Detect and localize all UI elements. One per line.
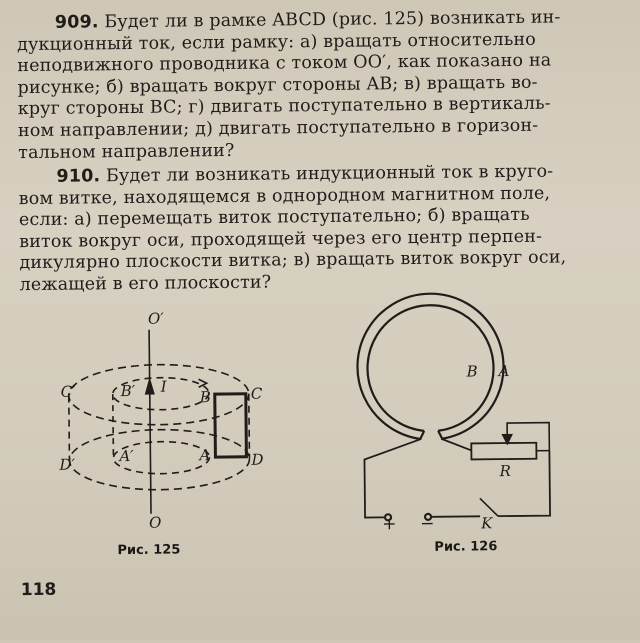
label-D-prime: D′ bbox=[59, 455, 76, 474]
problem-909-line-4: рисунке; б) вращать вокруг стороны AB; в) вращать во- bbox=[17, 72, 538, 98]
problem-910-line-4: виток вокруг оси, проходящей через его центр перпен- bbox=[19, 226, 543, 252]
wire-left bbox=[364, 439, 422, 518]
problem-909-line-5: круг стороны BC; г) двигать поступательно в вертикаль- bbox=[17, 93, 551, 120]
problem-909-line-6: ном направлении; д) двигать поступательно в горизон- bbox=[17, 115, 539, 142]
problem-910-line-5: дикулярно плоскости витка; в) вращать виток вокруг оси, bbox=[19, 247, 567, 274]
label-A-prime: A′ bbox=[119, 446, 134, 466]
problem-910-line-1: 910. Будет ли возникать индукционный ток в круго- bbox=[56, 161, 554, 187]
label-D: D bbox=[251, 450, 264, 469]
label-C: C bbox=[250, 384, 263, 403]
label-B-prime: B′ bbox=[120, 381, 136, 401]
label-K: K bbox=[481, 514, 493, 533]
problem-909-line-7: тальном направлении? bbox=[18, 140, 235, 163]
label-I: I bbox=[160, 377, 167, 396]
problem-909-line-1: 909. Будет ли в рамке ABCD (рис. 125) возникать ин- bbox=[54, 7, 561, 33]
label-R: R bbox=[499, 462, 511, 481]
label-plus: + bbox=[382, 514, 397, 535]
coil-outer bbox=[357, 293, 505, 440]
problem-909-line-3: неподвижного проводника с током OO′, как показано на bbox=[17, 50, 552, 77]
label-C-prime: C′ bbox=[60, 382, 76, 401]
wire-to-rheostat bbox=[441, 438, 471, 450]
problem-909-number: 909. bbox=[54, 12, 99, 33]
problem-910-line-2: вом витке, находящемся в однородном магнитном поле, bbox=[18, 183, 551, 209]
label-coil-B: B bbox=[466, 362, 478, 381]
slider-arrow-icon bbox=[503, 435, 511, 443]
rheostat-slider bbox=[507, 423, 549, 451]
label-O: O bbox=[149, 513, 162, 532]
caption-fig-126: Рис. 126 bbox=[434, 539, 498, 555]
page-number: 118 bbox=[20, 579, 57, 601]
label-A: A bbox=[199, 446, 211, 465]
rheostat-r bbox=[471, 443, 536, 460]
problem-910-number: 910. bbox=[56, 166, 101, 187]
label-coil-A: A bbox=[498, 362, 510, 381]
wire-right bbox=[497, 451, 550, 517]
problem-910-line-3: если: а) перемещать виток поступательно; б) вращать bbox=[18, 204, 530, 231]
label-O-prime: O′ bbox=[147, 309, 164, 328]
label-minus: − bbox=[420, 513, 435, 534]
problem-910-line-6: лежащей в его плоскости? bbox=[19, 272, 272, 296]
caption-fig-125: Рис. 125 bbox=[117, 542, 181, 559]
problem-909-line-2: дукционный ток, если рамку: а) вращать относительно bbox=[16, 29, 537, 55]
label-B: B bbox=[199, 388, 211, 407]
